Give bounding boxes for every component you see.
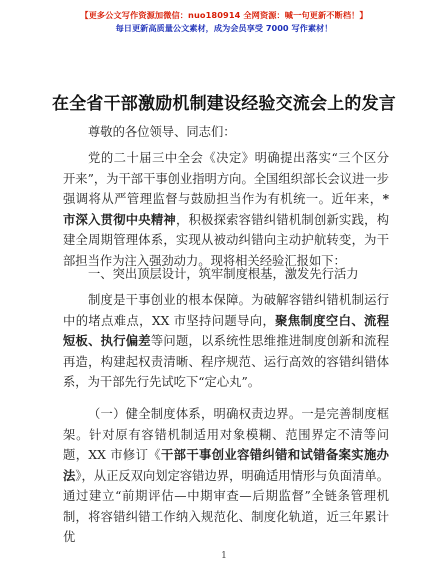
greeting: 尊敬的各位领导、同志们： — [88, 125, 236, 139]
paragraph-intro-text: 党的二十届三中全会《决定》明确提出落实“三个区分开来”，为干部干事创业指明方向。全国组织部长会议进一步强调将从严管理监督与鼓励担当作为有机统一。近年来， — [63, 151, 390, 206]
promo-banner-line-1: 【更多公文写作资源加微信：nuo180914 全网资源：喊一句更新不断档！】 — [80, 10, 368, 20]
paragraph-intro-text-2: ，积极探索容错纠错机制创新实践，构建全周期管理体系，实现从被动纠错向主动护航转变，为干部担当作为注入强劲动力。现将相关经验汇报如下： — [63, 212, 389, 268]
paragraph-subsection-1-emphasis: 干部干事创业容错纠错和试错备案实施办法 — [63, 447, 389, 483]
paragraph-section-1 — [63, 290, 389, 393]
paragraph-subsection-1-text: （一）健全制度体系，明确权责边界。一是完善制度框架。针对原有容错机制适用对象模糊、范围界定不清等问题，XX 市修订《 — [63, 407, 389, 462]
paragraph-section-1-emphasis: 聚焦制度空白、流程短板、执行偏差 — [63, 312, 389, 348]
paragraph-section-1-text: 制度是干事创业的根本保障。为破解容错纠错机制运行中的堵点难点，XX 市坚持问题导向， — [63, 293, 389, 328]
paragraph-intro-emphasis: *市深入贯彻中央精神 — [63, 191, 389, 227]
document-title: 在全省干部激励机制建设经验交流会上的发言 — [52, 94, 396, 114]
promo-banner-line-2: 每日更新高质量公文素材，成为会员享受 7000 写作素材！ — [115, 23, 333, 33]
paragraph-subsection-1 — [63, 404, 389, 548]
paragraph-section-1-text-2: 等问题，以系统性思维推进制度创新和流程再造，构建起权责清晰、程序规范、运行高效的容错纠错体系，为干部先行先试吃下“定心丸”。 — [63, 334, 389, 389]
section-heading-1: 一、突出顶层设计，筑牢制度根基，激发先行活力 — [88, 267, 359, 281]
paragraph-intro — [63, 148, 389, 271]
page-number: 1 — [221, 551, 227, 561]
paragraph-subsection-1-text-2: 》，从正反双向划定容错边界，明确适用情形与负面清单。通过建立“前期评估—中期审查—后期监督”全链条管理机制，将容错纠错工作纳入规范化、制度化轨道，近三年累计优 — [63, 468, 389, 544]
